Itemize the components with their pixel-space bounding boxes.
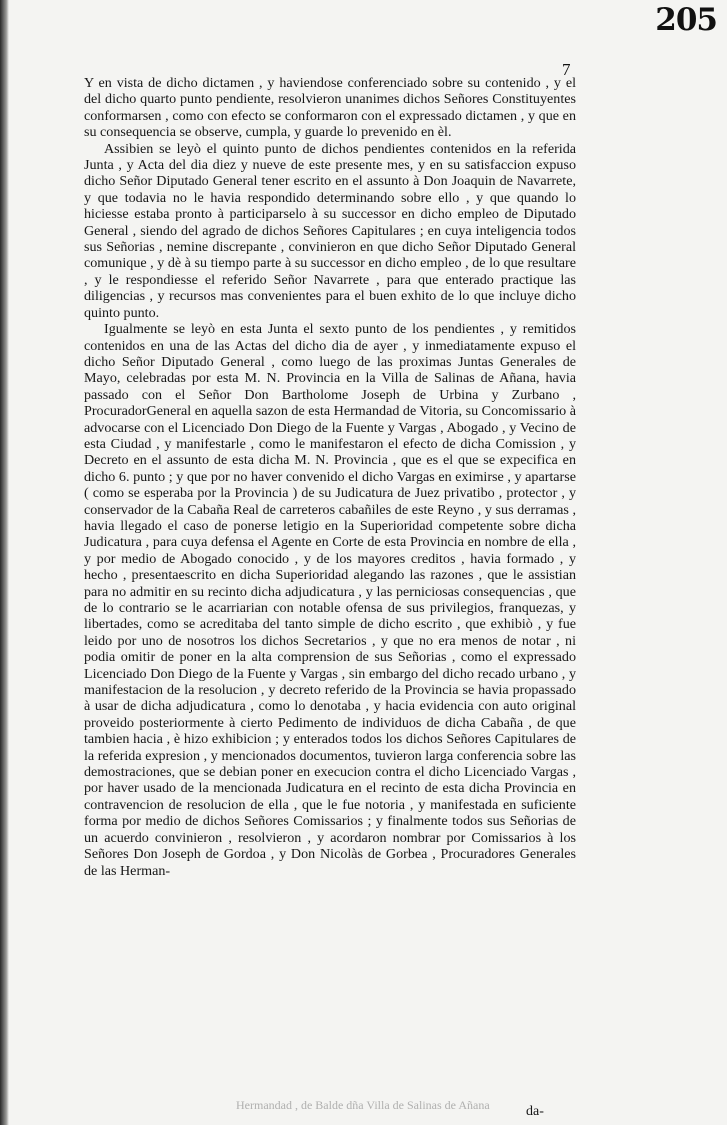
binding-shadow (0, 0, 9, 1125)
folio-number: 205 (655, 2, 717, 38)
page-number: 7 (562, 60, 571, 79)
paragraph-2: Assibien se leyò el quinto punto de dichos pendientes contenidos en la referida Junta , y Acta del dia diez y nueve de este presente mes, y en su satisfaccion expuso dicho Señor Diputado General tener escrito en el assunto à Don Joaquin de Navarrete, y que todavia no le havia respondido determinando sobre ello , y que quando lo hiciesse estaba pronto à participarselo à su successor en dicho empleo de Diputado General , siendo del agrado de dichos Señores Capitulares ; en cuya inteligencia todos sus Señorias , nemine discrepante , convinieron en que dicho Señor Diputado General comunique , y dè à su tiempo parte à su successor en dicho empleo , de lo que resultare , y le respondiesse el referido Señor Navarrete , para que enterado practique las diligencias , y recursos mas convenientes para el buen exhito de lo que incluye dicho quinto punto. (84, 140, 576, 321)
paragraph-1: Y en vista de dicho dictamen , y haviendose conferenciado sobre su contenido , y el del dicho quarto punto pendiente, resolvieron unanimes dichos Señores Constituyentes conformarsen , como con efecto se conformaron con el expressado dictamen , y que en su consequencia se observe, cumpla, y guarde lo prevenido en èl. (84, 75, 576, 141)
bleed-through-text: Hermandad , de Balde dña Villa de Salinas de Añana (236, 1098, 490, 1112)
body-text (84, 75, 576, 879)
catchword: da- (526, 1104, 544, 1119)
paragraph-3: Igualmente se leyò en esta Junta el sexto punto de los pendientes , y remitidos contenidos en una de las Actas del dicho dia de ayer , y inmediatamente expuso el dicho Señor Diputado General , como luego de las proximas Juntas Generales de Mayo, celebradas por esta M. N. Provincia en la Villa de Salinas de Añana, havia passado con el Señor Don Bartholome Joseph de Urbina y Zurbano , ProcuradorGeneral en aquella sazon de esta Hermandad de Vitoria, su Concomissario à advocarse con el Licenciado Don Diego de la Fuente y Vargas , Abogado , y Vecino de esta Ciudad , y manifestarle , como le manifestaron el efecto de dicha Comission , y Decreto en el assunto de esta dicha M. N. Provincia , que es el que se expecifica en dicho 6. punto ; y que por no haver convenido el dicho Vargas en eximirse , y apartarse ( como se esperaba por la Provincia ) de su Judicatura de Juez privatibo , protector , y conservador de la Cabaña Real de carreteros cabañiles de este Reyno , y sus derramas , havia llegado el caso de ponerse letigio en la Superioridad competente sobre dicha Judicatura , para cuya defensa el Agente en Corte de esta Provincia en nombre de ella , y por medio de Abogado conocido , y de los mayores creditos , havia formado , y hecho , presentaescrito en dicha Superioridad alegando las razones , que le assistian para no admitir en su recinto dicha adjudicatura , y las perniciosas consequencias , que de lo contrario se le acarriarian con notable ofensa de sus privilegios, franquezas, y libertades, como se acreditaba del tanto simple de dicho escrito , que exhibiò , y fue leido por uno de nosotros los dichos Secretarios , y que no era menos de notar , ni podia omitir de poner en la alta comprension de sus Señorias , como el expressado Licenciado Don Diego de la Fuente y Vargas , sin embargo del dicho recado urbano , y manifestacion de la resolucion , y decreto referido de la Provincia se havia propassado à usar de dicha adjudicatura , como lo denotaba , y hacia evidencia con auto original proveido posteriormente à cierto Pedimento de individuos de dicha Cabaña , de que tambien hacia , è hizo exhibicion ; y enterados todos los dichos Señores Capitulares de la referida expresion , y mencionados documentos, tuvieron larga conferencia sobre las demostraciones, que se debian poner en execucion contra el dicho Licenciado Vargas , por haver usado de la mencionada Judicatura en el recinto de esta dicha Provincia en contravencion de resolucion de ella , que le fue notoria , y manifestada en suficiente forma por medio de dichos Señores Comissarios ; y finalmente todos sus Señorias de un acuerdo convinieron , resolvieron , y acordaron nombrar por Comissarios à los Señores Don Joseph de Gordoa , y Don Nicolàs de Gorbea , Procuradores Generales de las Herman- (84, 321, 577, 879)
